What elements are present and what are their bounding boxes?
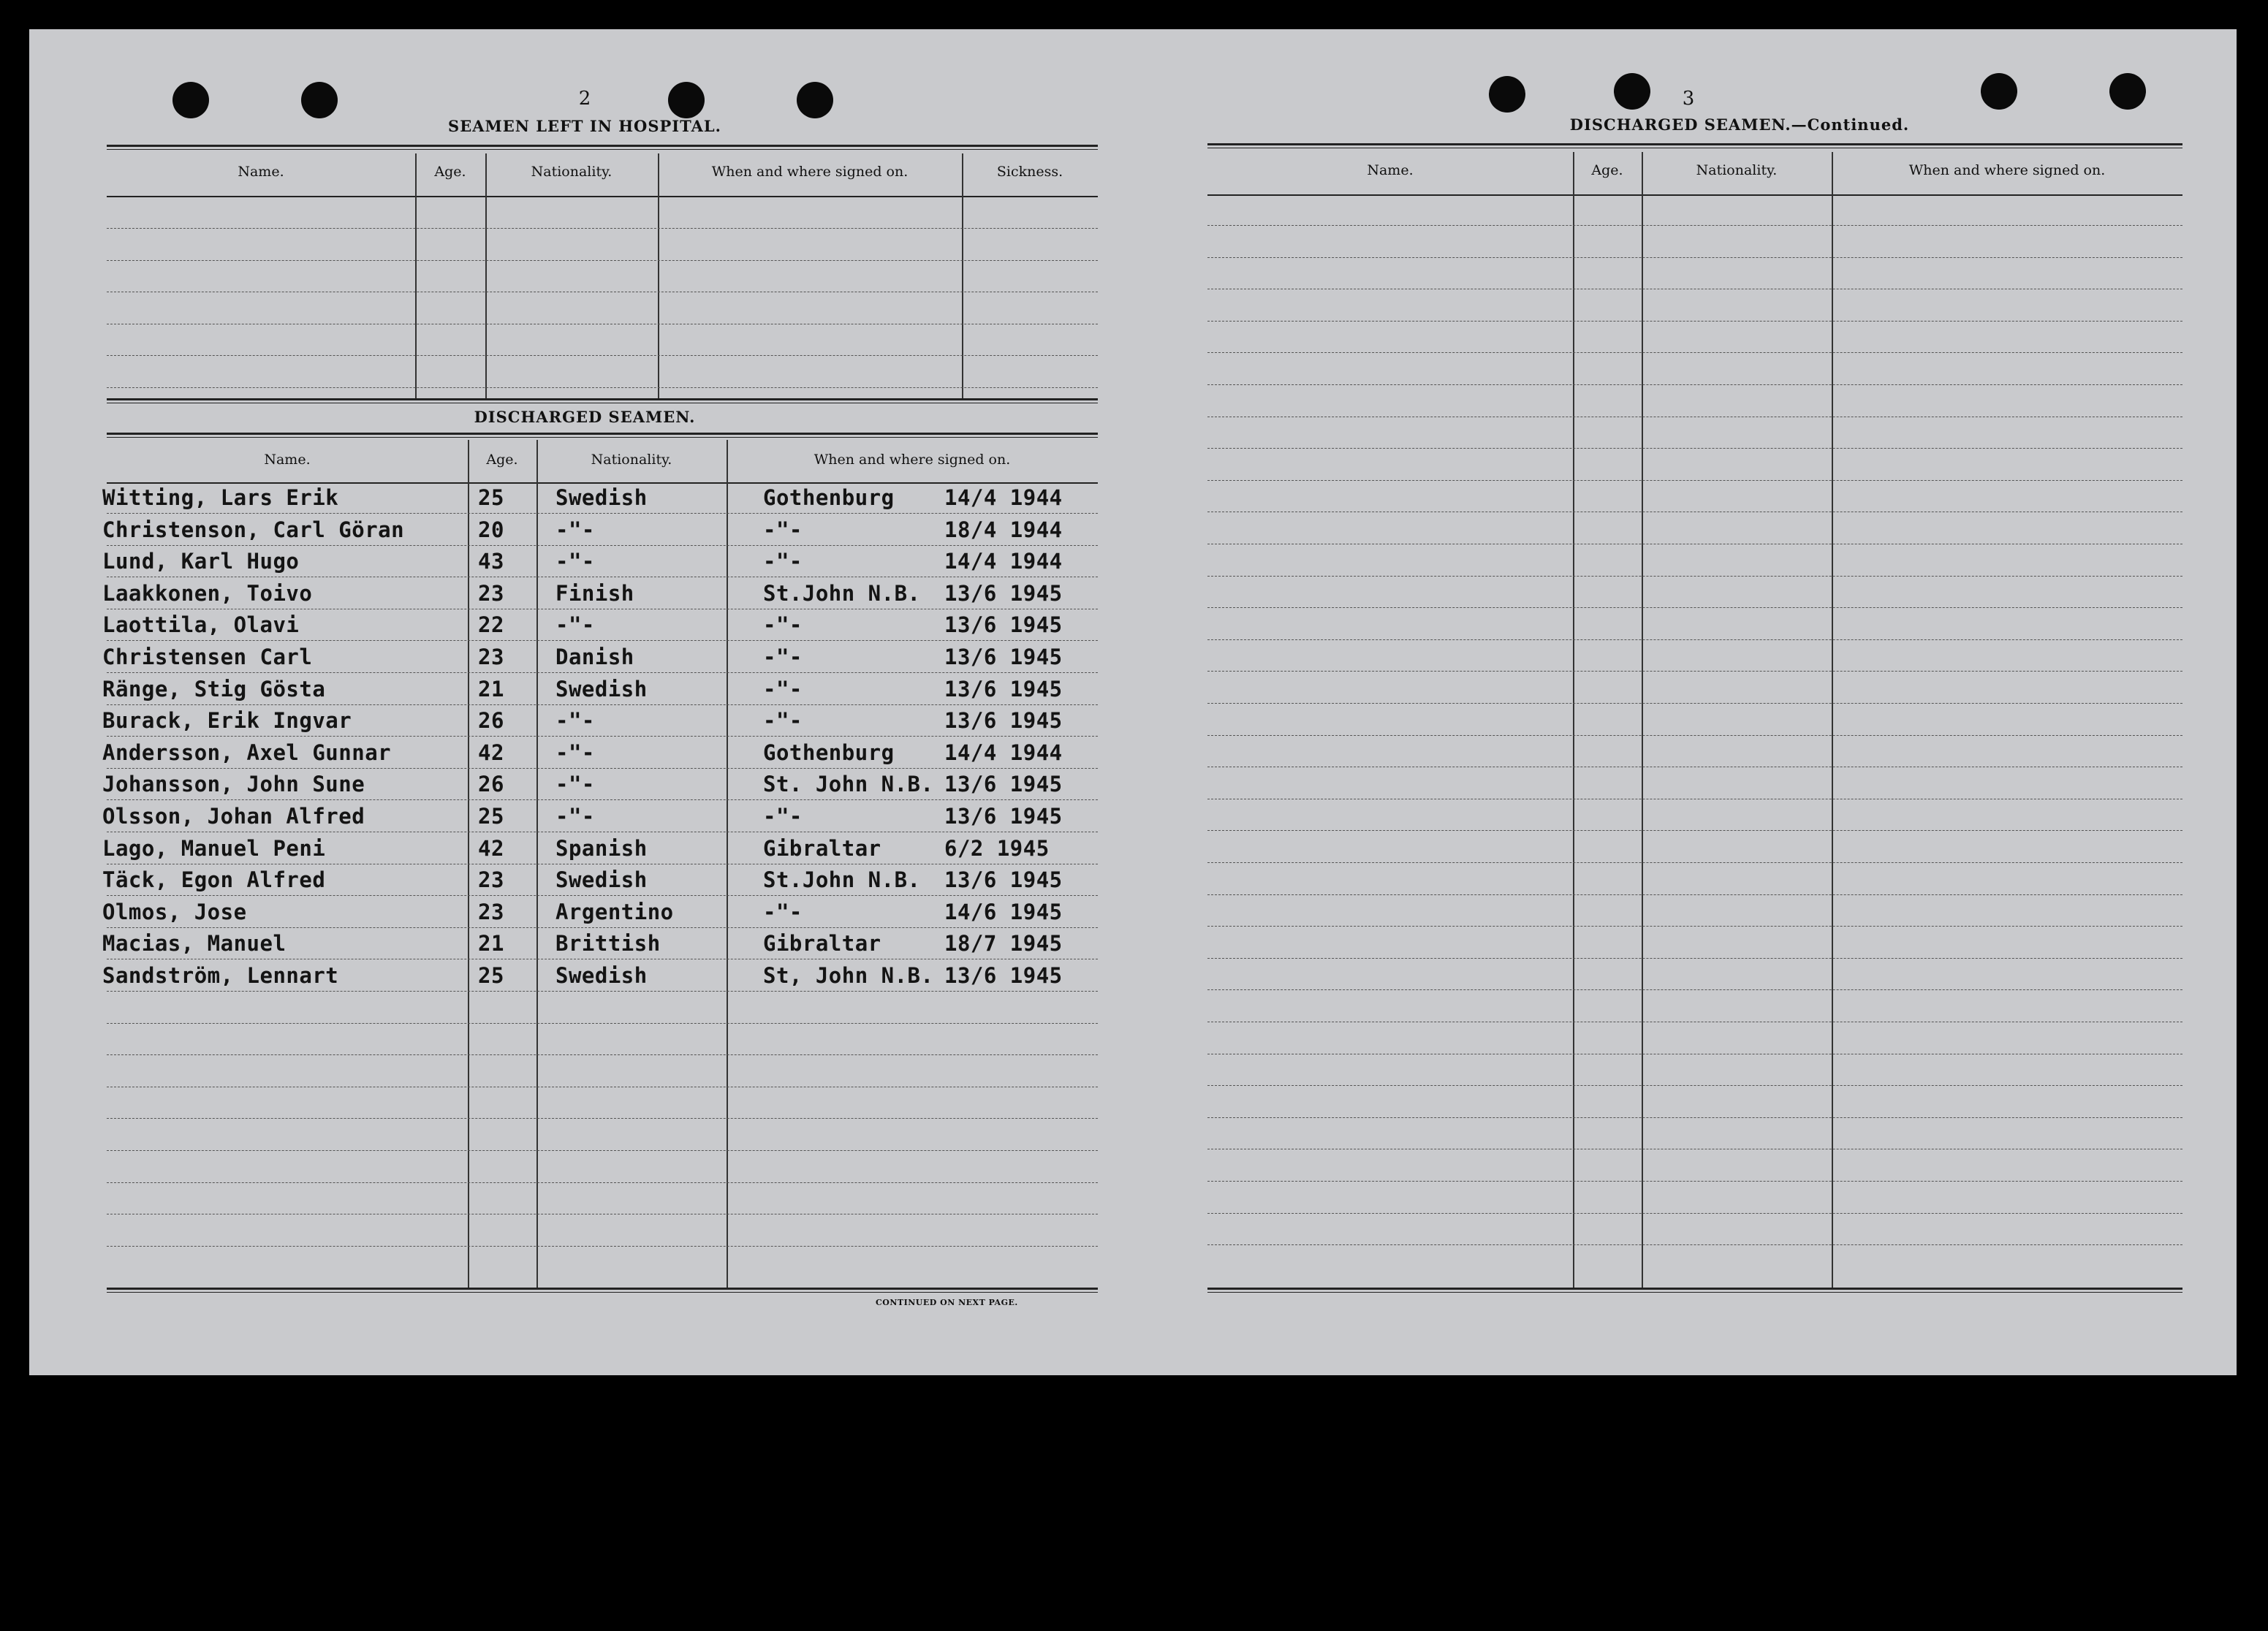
seaman-name: Täck, Egon Alfred — [102, 867, 326, 893]
row-line — [1207, 894, 2182, 895]
seaman-name: Olmos, Jose — [102, 899, 247, 924]
seaman-nationality: -"- — [555, 517, 595, 542]
seaman-nationality: Danish — [555, 645, 634, 669]
signed-on-place: St.John N.B. — [763, 867, 921, 893]
row-line — [1207, 639, 2182, 640]
seaman-name: Johansson, John Sune — [102, 772, 365, 797]
row-line — [1207, 384, 2182, 385]
seaman-name: Laakkonen, Toivo — [102, 580, 313, 606]
rule — [107, 1288, 1098, 1293]
column-divider — [415, 153, 417, 398]
signed-on-date: 13/6 1945 — [944, 708, 1063, 734]
column-header: Age. — [486, 452, 518, 468]
row-line — [1207, 321, 2182, 322]
seaman-age: 23 — [478, 645, 504, 669]
row-line — [1207, 830, 2182, 831]
seaman-nationality: -"- — [555, 772, 595, 797]
column-header: When and where signed on. — [711, 164, 909, 180]
row-line — [1207, 1213, 2182, 1214]
seaman-nationality: Spanish — [555, 835, 648, 861]
row-line — [107, 927, 1098, 928]
signed-on-date: 13/6 1945 — [944, 580, 1063, 606]
seaman-name: Christensen Carl — [102, 645, 313, 669]
row-line — [1207, 926, 2182, 927]
column-header: Name. — [264, 452, 311, 468]
page-number: 3 — [1682, 88, 1695, 110]
seaman-age: 42 — [478, 835, 504, 861]
seaman-nationality: Swedish — [555, 676, 648, 702]
column-header: When and where signed on. — [813, 452, 1011, 468]
signed-on-place: -"- — [763, 708, 803, 734]
column-divider — [962, 153, 963, 398]
row-line — [1207, 862, 2182, 863]
signed-on-place: -"- — [763, 612, 803, 638]
signed-on-date: 13/6 1945 — [944, 645, 1063, 669]
seaman-name: Lago, Manuel Peni — [102, 835, 326, 861]
seaman-nationality: Finish — [555, 580, 634, 606]
column-header: Age. — [1591, 162, 1623, 178]
seaman-age: 43 — [478, 549, 504, 574]
signed-on-place: -"- — [763, 645, 803, 669]
seaman-age: 25 — [478, 804, 504, 829]
column-header: Nationality. — [591, 452, 672, 468]
seaman-age: 21 — [478, 931, 504, 957]
seaman-age: 25 — [478, 485, 504, 510]
seaman-name: Laottila, Olavi — [102, 612, 300, 638]
document-sheet — [29, 29, 2237, 1375]
signed-on-date: 18/4 1944 — [944, 517, 1063, 542]
row-line — [107, 1246, 1098, 1247]
seaman-name: Ränge, Stig Gösta — [102, 676, 326, 702]
row-line — [1207, 352, 2182, 353]
row-line — [107, 1118, 1098, 1119]
seaman-age: 25 — [478, 963, 504, 988]
seaman-age: 23 — [478, 867, 504, 893]
column-divider — [658, 153, 659, 398]
row-line — [1207, 1181, 2182, 1182]
seaman-age: 23 — [478, 899, 504, 924]
row-line — [1207, 735, 2182, 736]
rule — [107, 433, 1098, 438]
signed-on-date: 14/4 1944 — [944, 485, 1063, 510]
seaman-age: 22 — [478, 612, 504, 638]
signed-on-date: 18/7 1945 — [944, 931, 1063, 957]
seaman-age: 23 — [478, 580, 504, 606]
seaman-nationality: -"- — [555, 612, 595, 638]
row-line — [107, 1054, 1098, 1055]
column-header: Name. — [1367, 162, 1414, 178]
row-line — [107, 991, 1098, 992]
signed-on-date: 13/6 1945 — [944, 867, 1063, 893]
rule — [107, 482, 1098, 484]
seaman-age: 42 — [478, 740, 504, 765]
signed-on-date: 14/4 1944 — [944, 549, 1063, 574]
hospital-section-title: SEAMEN LEFT IN HOSPITAL. — [448, 117, 721, 135]
signed-on-date: 14/6 1945 — [944, 899, 1063, 924]
row-line — [107, 640, 1098, 641]
row-line — [1207, 607, 2182, 608]
seaman-name: Sandström, Lennart — [102, 963, 339, 988]
column-header: When and where signed on. — [1908, 162, 2106, 178]
rule — [1207, 143, 2182, 148]
row-line — [1207, 257, 2182, 258]
seaman-age: 20 — [478, 517, 504, 542]
rule — [1207, 1288, 2182, 1293]
signed-on-place: St.John N.B. — [763, 580, 921, 606]
signed-on-place: Gibraltar — [763, 931, 881, 957]
seaman-nationality: -"- — [555, 740, 595, 765]
row-line — [107, 895, 1098, 896]
rule — [107, 398, 1098, 403]
column-header: Nationality. — [1696, 162, 1778, 178]
row-line — [1207, 1085, 2182, 1086]
row-line — [1207, 448, 2182, 449]
row-line — [107, 704, 1098, 705]
column-header: Name. — [238, 164, 284, 180]
seaman-nationality: -"- — [555, 804, 595, 829]
row-line — [107, 1182, 1098, 1183]
signed-on-date: 13/6 1945 — [944, 772, 1063, 797]
row-line — [1207, 989, 2182, 990]
row-line — [1207, 671, 2182, 672]
seaman-age: 21 — [478, 676, 504, 702]
seaman-nationality: -"- — [555, 549, 595, 574]
right-section-title: DISCHARGED SEAMEN.—Continued. — [1569, 115, 1910, 134]
right-page — [1126, 29, 2237, 1375]
seaman-name: Christenson, Carl Göran — [102, 517, 405, 542]
seaman-nationality: Swedish — [555, 867, 648, 893]
signed-on-place: Gothenburg — [763, 485, 895, 510]
discharged-section-title: DISCHARGED SEAMEN. — [474, 408, 696, 426]
signed-on-place: -"- — [763, 804, 803, 829]
row-line — [107, 799, 1098, 800]
row-line — [107, 260, 1098, 261]
rule — [107, 145, 1098, 150]
seaman-nationality: Argentino — [555, 899, 674, 924]
signed-on-date: 13/6 1945 — [944, 804, 1063, 829]
seaman-nationality: Brittish — [555, 931, 661, 957]
seaman-name: Witting, Lars Erik — [102, 485, 339, 510]
seaman-nationality: Swedish — [555, 963, 648, 988]
signed-on-date: 13/6 1945 — [944, 612, 1063, 638]
row-line — [107, 228, 1098, 229]
signed-on-place: St. John N.B. — [763, 772, 934, 797]
row-line — [107, 355, 1098, 356]
row-line — [1207, 225, 2182, 226]
row-line — [107, 513, 1098, 514]
seaman-nationality: Swedish — [555, 485, 648, 510]
signed-on-place: -"- — [763, 676, 803, 702]
seaman-name: Olsson, Johan Alfred — [102, 804, 365, 829]
row-line — [107, 672, 1098, 673]
signed-on-date: 13/6 1945 — [944, 963, 1063, 988]
row-line — [107, 545, 1098, 546]
left-page — [29, 29, 1126, 1375]
seaman-age: 26 — [478, 708, 504, 734]
seaman-name: Macias, Manuel — [102, 931, 287, 957]
column-header: Sickness. — [996, 164, 1063, 180]
row-line — [107, 387, 1098, 388]
row-line — [1207, 1117, 2182, 1118]
signed-on-date: 14/4 1944 — [944, 740, 1063, 765]
rule — [107, 196, 1098, 197]
signed-on-place: -"- — [763, 517, 803, 542]
seaman-name: Andersson, Axel Gunnar — [102, 740, 392, 765]
column-header: Age. — [434, 164, 466, 180]
column-divider — [485, 153, 487, 398]
row-line — [1207, 958, 2182, 959]
signed-on-place: -"- — [763, 899, 803, 924]
signed-on-place: Gothenburg — [763, 740, 895, 765]
row-line — [107, 1150, 1098, 1151]
signed-on-place: St, John N.B. — [763, 963, 934, 988]
row-line — [1207, 703, 2182, 704]
seaman-nationality: -"- — [555, 708, 595, 734]
signed-on-date: 13/6 1945 — [944, 676, 1063, 702]
signed-on-place: -"- — [763, 549, 803, 574]
seaman-name: Burack, Erik Ingvar — [102, 708, 352, 734]
row-line — [107, 1023, 1098, 1024]
seaman-name: Lund, Karl Hugo — [102, 549, 300, 574]
row-line — [1207, 480, 2182, 481]
row-line — [1207, 576, 2182, 577]
signed-on-place: Gibraltar — [763, 835, 881, 861]
continued-footer: CONTINUED ON NEXT PAGE. — [876, 1298, 1018, 1307]
signed-on-date: 6/2 1945 — [944, 835, 1050, 861]
column-header: Nationality. — [531, 164, 612, 180]
page-number: 2 — [578, 88, 591, 110]
row-line — [107, 768, 1098, 769]
row-line — [1207, 1244, 2182, 1245]
row-line — [107, 736, 1098, 737]
rule — [1207, 194, 2182, 196]
seaman-age: 26 — [478, 772, 504, 797]
